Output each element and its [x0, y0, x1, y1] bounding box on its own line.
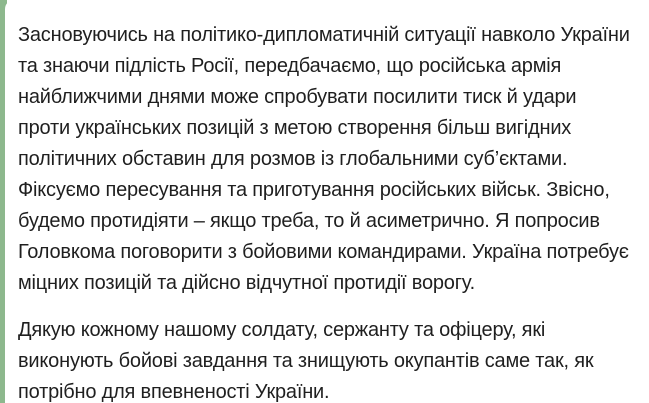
message-paragraph-2: Дякую кожному нашому солдату, сержанту та офіцеру, які виконують бойові завдання та знищують окупантів саме так, як потрібно для впевненості України. [18, 319, 594, 403]
message-paragraph-1: Засновуючись на політико-дипломатичній ситуації навколо України та знаючи підлість Росії, передбачаємо, що російська армія найближчими днями може спробувати посилити тиск й удари проти українських позицій з метою створення більш вигідних політичних обставин для розмов із глобальними суб’єктами. Фіксуємо пересування та приготування російських військ. Звісно, будемо протидіяти – якщо треба, то й асиметрично. Я попросив Головкома поговорити з бойовими командирами. Україна потребує міцних позицій та дійсно відчутної протидії ворогу. [18, 24, 630, 294]
message-bubble [5, 0, 649, 403]
